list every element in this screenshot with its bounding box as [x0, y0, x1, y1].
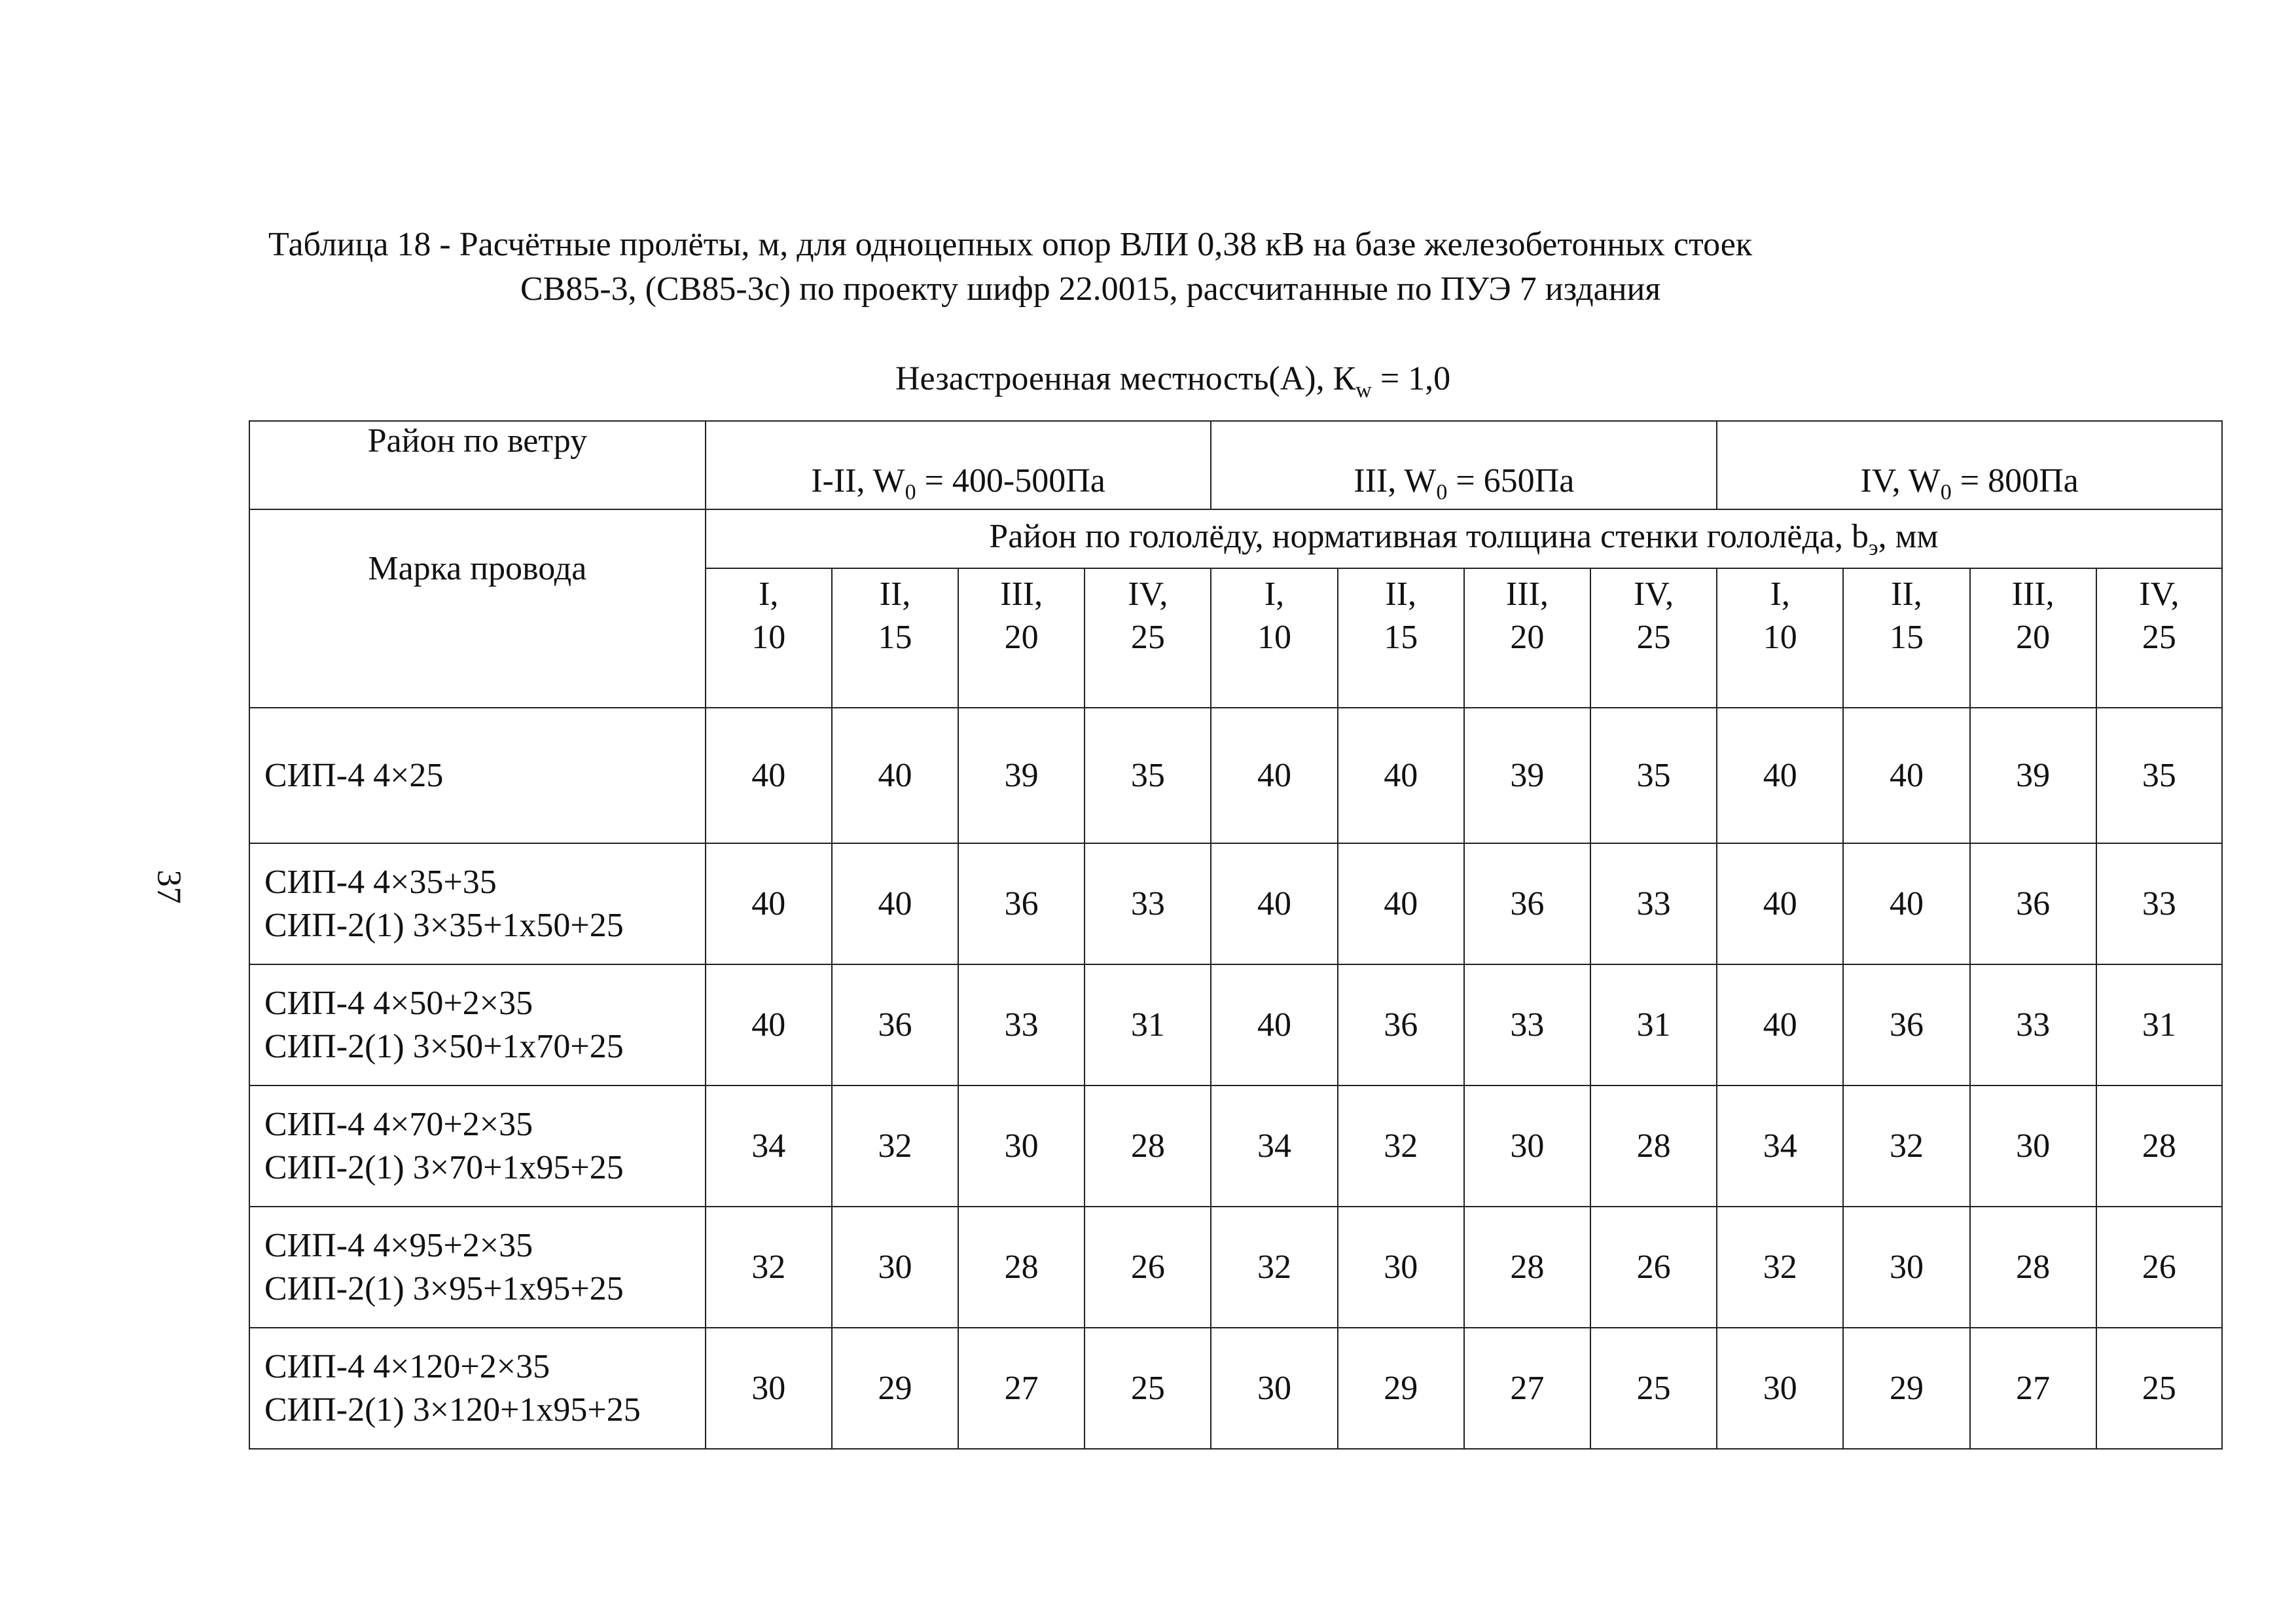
ice-column-header	[1338, 568, 1464, 708]
ice-thickness: 25	[1636, 619, 1671, 656]
wind-zone-2-sub: 0	[1436, 480, 1448, 504]
span-value-cell: 39	[1970, 708, 2096, 843]
span-value-cell: 28	[1464, 1207, 1590, 1328]
span-value-cell: 26	[1590, 1207, 1717, 1328]
span-value-cell: 40	[1843, 708, 1969, 843]
ice-column-header	[2096, 568, 2222, 708]
wind-header-row	[249, 421, 2222, 509]
table-row	[249, 964, 2222, 1085]
wind-zone-3	[1717, 421, 2222, 509]
wire-brand-line-2: СИП-2(1) 3×120+1х95+25	[264, 1391, 641, 1429]
span-value-cell: 40	[1211, 843, 1337, 964]
span-value-cell: 26	[2096, 1207, 2222, 1328]
table-row	[249, 843, 2222, 964]
subcaption-tail: = 1,0	[1371, 360, 1451, 397]
span-value-cell: 30	[1717, 1328, 1843, 1449]
span-value-cell: 32	[1338, 1085, 1464, 1207]
span-value-cell: 40	[1338, 708, 1464, 843]
span-value-cell: 25	[1590, 1328, 1717, 1449]
span-value-cell: 33	[958, 964, 1085, 1085]
span-value-cell: 28	[2096, 1085, 2222, 1207]
wire-brand-cell	[249, 964, 706, 1085]
span-value-cell: 30	[1843, 1207, 1969, 1328]
span-value-cell: 31	[1590, 964, 1717, 1085]
span-value-cell: 34	[1717, 1085, 1843, 1207]
caption-line-1: Таблица 18 - Расчётные пролёты, м, для одноцепных опор ВЛИ 0,38 кВ на базе железобетонных стоек	[268, 226, 1753, 263]
span-value-cell: 33	[1970, 964, 2096, 1085]
ice-zone: IV,	[1633, 575, 1674, 613]
span-value-cell: 32	[1717, 1207, 1843, 1328]
ice-column-header	[1590, 568, 1717, 708]
span-value-cell: 36	[1970, 843, 2096, 964]
table-row	[249, 1085, 2222, 1207]
ice-zone: II,	[879, 575, 911, 613]
span-value-cell: 30	[1338, 1207, 1464, 1328]
ice-zone: I,	[1264, 575, 1285, 613]
wind-zone-3-sub: 0	[1940, 480, 1952, 504]
wire-brand-line-1: СИП-4 4×95+2×35	[264, 1226, 533, 1264]
span-value-cell: 33	[1590, 843, 1717, 964]
span-value-cell: 30	[958, 1085, 1085, 1207]
subcaption-subscript: w	[1355, 378, 1372, 403]
span-value-cell: 34	[706, 1085, 832, 1207]
wind-label-cell	[249, 421, 706, 509]
ice-thickness: 20	[1510, 619, 1545, 656]
ice-header-row	[249, 509, 2222, 568]
ice-zone: III,	[2011, 575, 2054, 613]
span-value-cell: 40	[832, 708, 958, 843]
ice-thickness: 25	[2142, 619, 2176, 656]
table-caption	[268, 223, 2036, 312]
wind-zone-2-pre: III, W	[1354, 462, 1437, 500]
span-value-cell: 34	[1211, 1085, 1337, 1207]
ice-thickness: 15	[878, 619, 912, 656]
span-value-cell: 26	[1085, 1207, 1211, 1328]
span-value-cell: 33	[1085, 843, 1211, 964]
ice-zone: II,	[1891, 575, 1922, 613]
span-value-cell: 40	[832, 843, 958, 964]
terrain-subcaption	[895, 357, 1450, 412]
table-row	[249, 1328, 2222, 1449]
ice-thickness: 20	[2016, 619, 2051, 656]
wind-zone-1	[706, 421, 1211, 509]
span-value-cell: 39	[958, 708, 1085, 843]
ice-column-header	[1211, 568, 1337, 708]
wind-zone-1-pre: I-II, W	[811, 462, 905, 500]
span-value-cell: 36	[958, 843, 1085, 964]
ice-column-header	[1970, 568, 2096, 708]
wind-zone-3-pre: IV, W	[1860, 462, 1941, 500]
span-value-cell: 27	[1464, 1328, 1590, 1449]
spans-table	[249, 420, 2223, 1450]
ice-column-header	[1843, 568, 1969, 708]
span-value-cell: 40	[1717, 708, 1843, 843]
wire-brand-line-2: СИП-2(1) 3×70+1х95+25	[264, 1148, 624, 1186]
span-value-cell: 36	[832, 964, 958, 1085]
span-value-cell: 32	[832, 1085, 958, 1207]
span-value-cell: 33	[1464, 964, 1590, 1085]
span-value-cell: 32	[1211, 1207, 1337, 1328]
ice-thickness: 15	[1384, 619, 1418, 656]
span-value-cell: 33	[2096, 843, 2222, 964]
span-value-cell: 29	[1843, 1328, 1969, 1449]
span-value-cell: 40	[1843, 843, 1969, 964]
ice-thickness: 10	[1763, 619, 1797, 656]
ice-column-header	[1464, 568, 1590, 708]
span-value-cell: 28	[1085, 1085, 1211, 1207]
wire-brand-cell	[249, 843, 706, 964]
ice-label-cell	[706, 509, 2222, 568]
wind-label: Район по ветру	[367, 422, 588, 460]
span-value-cell: 35	[1590, 708, 1717, 843]
span-value-cell: 35	[2096, 708, 2222, 843]
wind-zone-3-post: = 800Па	[1951, 462, 2079, 500]
wind-zone-1-sub: 0	[905, 480, 916, 504]
ice-thickness: 20	[1004, 619, 1039, 656]
span-value-cell: 31	[1085, 964, 1211, 1085]
ice-column-header	[706, 568, 832, 708]
ice-label-pre: Район по гололёду, нормативная толщина стенки гололёда, b	[989, 517, 1869, 555]
span-value-cell: 32	[1843, 1085, 1969, 1207]
span-value-cell: 39	[1464, 708, 1590, 843]
brand-label: Марка провода	[368, 550, 587, 587]
ice-thickness: 15	[1889, 619, 1924, 656]
wire-brand-line-1: СИП-4 4×70+2×35	[264, 1105, 533, 1143]
wire-brand-cell	[249, 1085, 706, 1207]
ice-zone: IV,	[2139, 575, 2179, 613]
span-value-cell: 25	[1085, 1328, 1211, 1449]
span-value-cell: 36	[1338, 964, 1464, 1085]
span-value-cell: 30	[1211, 1328, 1337, 1449]
wire-brand-cell	[249, 1207, 706, 1328]
wire-brand-line-1: СИП-4 4×25	[264, 756, 444, 794]
ice-zone: IV,	[1128, 575, 1168, 613]
span-value-cell: 40	[1717, 964, 1843, 1085]
caption-line-2: СВ85-3, (СВ85-3с) по проекту шифр 22.0015, рассчитанные по ПУЭ 7 издания	[520, 270, 1661, 308]
span-value-cell: 29	[832, 1328, 958, 1449]
ice-column-header	[1717, 568, 1843, 708]
span-value-cell: 40	[706, 708, 832, 843]
ice-zone: I,	[759, 575, 779, 613]
table-row	[249, 1207, 2222, 1328]
span-value-cell: 25	[2096, 1328, 2222, 1449]
table-body	[249, 708, 2222, 1449]
brand-label-cell	[249, 509, 706, 708]
span-value-cell: 28	[1590, 1085, 1717, 1207]
span-value-cell: 40	[1211, 708, 1337, 843]
span-value-cell: 40	[1717, 843, 1843, 964]
ice-column-header	[1085, 568, 1211, 708]
span-value-cell: 36	[1464, 843, 1590, 964]
ice-zone: I,	[1770, 575, 1790, 613]
ice-column-header	[958, 568, 1085, 708]
ice-zone: III,	[1000, 575, 1043, 613]
ice-thickness: 25	[1130, 619, 1165, 656]
span-value-cell: 30	[1464, 1085, 1590, 1207]
ice-zone: III,	[1505, 575, 1549, 613]
span-value-cell: 28	[1970, 1207, 2096, 1328]
span-value-cell: 35	[1085, 708, 1211, 843]
span-value-cell: 30	[832, 1207, 958, 1328]
table-row	[249, 708, 2222, 843]
wire-brand-cell	[249, 1328, 706, 1449]
ice-thickness: 10	[751, 619, 786, 656]
wind-zone-2	[1211, 421, 1717, 509]
span-value-cell: 27	[1970, 1328, 2096, 1449]
wind-zone-1-post: = 400-500Па	[916, 462, 1105, 500]
span-value-cell: 28	[958, 1207, 1085, 1328]
ice-label-sub: э	[1868, 536, 1878, 560]
span-value-cell: 30	[706, 1328, 832, 1449]
wire-brand-line-2: СИП-2(1) 3×50+1х70+25	[264, 1027, 624, 1065]
span-value-cell: 31	[2096, 964, 2222, 1085]
wind-zone-2-post: = 650Па	[1447, 462, 1575, 500]
span-value-cell: 36	[1843, 964, 1969, 1085]
wire-brand-line-2: СИП-2(1) 3×95+1х95+25	[264, 1269, 624, 1307]
wire-brand-line-2: СИП-2(1) 3×35+1х50+25	[264, 906, 624, 944]
wire-brand-line-1: СИП-4 4×120+2×35	[264, 1347, 550, 1385]
span-value-cell: 30	[1970, 1085, 2096, 1207]
subcaption-text: Незастроенная местность(А), К	[895, 360, 1356, 397]
ice-zone: II,	[1385, 575, 1417, 613]
span-value-cell: 40	[1211, 964, 1337, 1085]
span-value-cell: 40	[706, 843, 832, 964]
span-value-cell: 32	[706, 1207, 832, 1328]
wire-brand-cell	[249, 708, 706, 843]
span-value-cell: 27	[958, 1328, 1085, 1449]
ice-label-post: , мм	[1878, 517, 1939, 555]
ice-thickness: 10	[1257, 619, 1292, 656]
span-value-cell: 40	[706, 964, 832, 1085]
wire-brand-line-1: СИП-4 4×35+35	[264, 863, 497, 901]
span-value-cell: 29	[1338, 1328, 1464, 1449]
span-value-cell: 40	[1338, 843, 1464, 964]
ice-column-header	[832, 568, 958, 708]
wire-brand-line-1: СИП-4 4×50+2×35	[264, 984, 533, 1022]
page-number: 37	[150, 869, 188, 904]
